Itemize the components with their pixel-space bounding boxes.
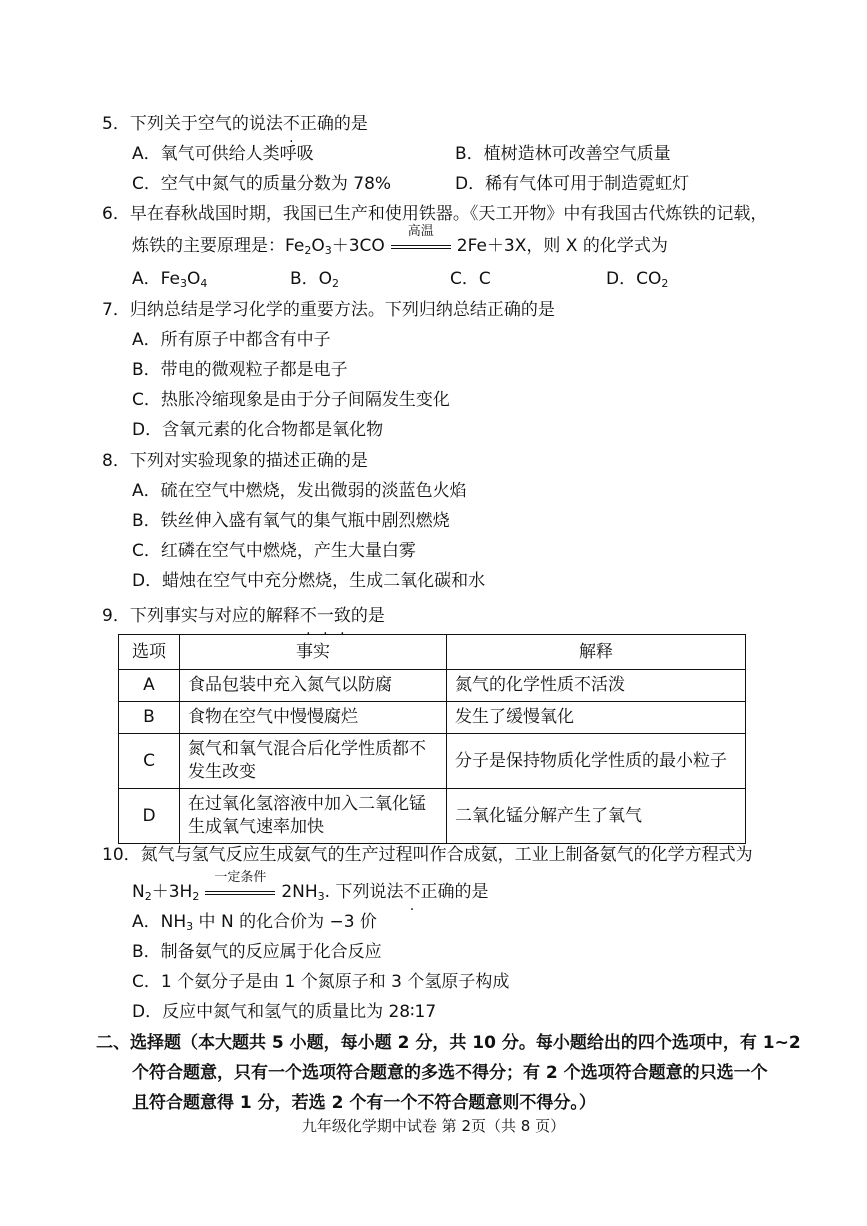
table-row — [119, 702, 746, 734]
table-header-row — [119, 635, 746, 670]
q7-stem: 7．归纳总结是学习化学的重要方法。下列归纳总结正确的是 — [102, 300, 555, 320]
cell-fact: 在过氧化氢溶液中加入二氧化锰生成氧气速率加快 — [180, 789, 447, 844]
q5-option-d: D．稀有气体可用于制造霓虹灯 — [455, 174, 690, 194]
header-explain: 解释 — [447, 635, 746, 670]
q5-stem: 5．下列关于空气的说法不正确的是 — [102, 114, 368, 134]
q6-stem: 6．早在春秋战国时期，我国已生产和使用铁器。《天工开物》中有我国古代炼铁的记载， — [102, 204, 768, 224]
table-row — [119, 670, 746, 702]
q10-option-c: C．1 个氨分子是由 1 个氮原子和 3 个氢原子构成 — [132, 972, 510, 992]
cell-option: D — [119, 789, 180, 844]
q10-option-b: B．制备氨气的反应属于化合反应 — [132, 942, 382, 962]
section2-line3: 且符合题意得 1 分，若选 2 个有一个不符合题意则不得分。） — [132, 1093, 596, 1113]
cell-fact: 食品包装中充入氮气以防腐 — [180, 670, 447, 702]
section2-line1: 二、选择题（本大题共 5 小题，每小题 2 分，共 10 分。每小题给出的四个选项中，有 1~2 — [96, 1033, 801, 1053]
q8-option-c: C．红磷在空气中燃烧，产生大量白雾 — [132, 541, 416, 561]
q7-option-c: C．热胀冷缩现象是由于分子间隔发生变化 — [132, 390, 450, 410]
q7-option-b: B．带电的微观粒子都是电子 — [132, 360, 348, 380]
q10-equation: $N_2+3H_2$ 一定条件 $2NH_3$. 下列说法不正确的是 — [132, 870, 489, 903]
q5-option-a: A．氧气可供给人类呼吸 — [132, 144, 314, 164]
q10-option-d: D．反应中氮气和氢气的质量比为 28∶17 — [132, 1002, 437, 1022]
q6-option-a: A．$Fe_3O_4$ — [132, 269, 208, 290]
q6-option-b: B．$O_2$ — [290, 269, 340, 290]
cell-option: B — [119, 702, 180, 734]
cell-option: C — [119, 734, 180, 789]
q8-option-a: A．硫在空气中燃烧，发出微弱的淡蓝色火焰 — [132, 481, 467, 501]
q6-option-d: D．$CO_2$ — [606, 269, 669, 290]
q10-stem: 10．氮气与氢气反应生成氨气的生产过程叫作合成氨，工业上制备氨气的化学方程式为 — [102, 845, 753, 865]
q8-option-b: B．铁丝伸入盛有氧气的集气瓶中剧烈燃烧 — [132, 511, 450, 531]
q10-option-a: A．$NH_3$ 中 N 的化合价为 −3 价 — [132, 912, 377, 933]
header-fact: 事实 — [180, 635, 447, 670]
q5-option-c: C．空气中氮气的质量分数为 78% — [132, 174, 392, 194]
section2-line2: 个符合题意，只有一个选项符合题意的多选不得分；有 2 个选项符合题意的只选一个 — [132, 1063, 768, 1083]
page-footer: 九年级化学期中试卷 第 2页（共 8 页） — [301, 1117, 566, 1135]
q5-option-b: B．植树造林可改善空气质量 — [455, 144, 671, 164]
cell-explain: 发生了缓慢氧化 — [447, 702, 746, 734]
cell-explain: 氮气的化学性质不活泼 — [447, 670, 746, 702]
q9-table — [118, 634, 746, 844]
q8-option-d: D．蜡烛在空气中充分燃烧，生成二氧化碳和水 — [132, 571, 486, 591]
q9-stem: 9．下列事实与对应的解释不一致的是 — [102, 606, 385, 626]
header-option: 选项 — [119, 635, 180, 670]
cell-fact: 氮气和氧气混合后化学性质都不发生改变 — [180, 734, 447, 789]
reaction-arrow: 一定条件 — [205, 881, 275, 903]
cell-fact: 食物在空气中慢慢腐烂 — [180, 702, 447, 734]
cell-option: A — [119, 670, 180, 702]
cell-explain: 二氧化锰分解产生了氧气 — [447, 789, 746, 844]
table-row — [119, 789, 746, 844]
q8-stem: 8．下列对实验现象的描述正确的是 — [102, 451, 368, 471]
q7-option-a: A．所有原子中都含有中子 — [132, 330, 331, 350]
cell-explain: 分子是保持物质化学性质的最小粒子 — [447, 734, 746, 789]
table-row — [119, 734, 746, 789]
reaction-arrow: 高温 — [391, 235, 451, 257]
q7-option-d: D．含氧元素的化合物都是氧化物 — [132, 420, 384, 440]
q6-equation: 炼铁的主要原理是：$Fe_2O_3+3CO$ 高温 2Fe＋3X，则 X 的化学式为 — [132, 224, 668, 257]
q6-option-c: C．C — [450, 269, 491, 289]
